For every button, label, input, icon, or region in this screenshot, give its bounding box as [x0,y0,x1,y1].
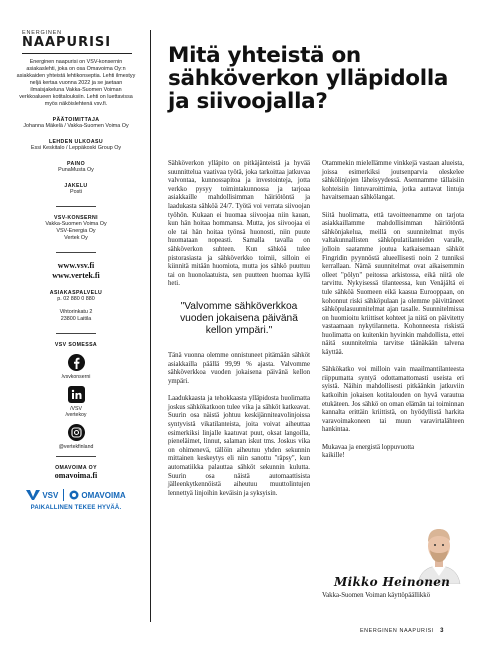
partner-logos [12,489,140,501]
omavoima-link[interactable]: omavoima.fi [54,471,98,480]
article-column-2 [322,160,464,461]
address-line: 23800 Laitila [60,316,92,322]
page-footer [360,628,444,634]
omavoima-logo-text: OMAVOIMA [81,490,126,500]
distribution-heading: JAKELU [64,183,88,189]
closing-greeting: Mukavaa ja energistä loppuvuotta kaikille! [322,443,415,460]
slogan: PAIKALLINEN TEKEE HYVÄÄ. [30,505,122,511]
signature: Mikko Heinonen [334,575,451,589]
page-number: 3 [440,628,444,634]
editor-text: Johanna Mäkelä / Vakka-Suomen Voima Oy [23,123,129,129]
paragraph: Tänä vuonna olemme onnistuneet pitämään sähköt asiakkailla päällä 99,99 % ajasta. Valvomme sähköverkkoa vuoden jokaisena päivänä kellon ympäri. [168,352,310,386]
group-company: Vakka-Suomen Voima Oy [45,221,107,227]
service-phone: p. 02 880 0 880 [57,296,95,302]
instagram-icon[interactable] [68,424,85,441]
group-company: Vertek Oy [64,235,88,241]
vsv-logo-text: VSV [42,490,59,500]
divider [56,333,96,334]
distribution-text: Posti [70,189,82,195]
linkedin-handle[interactable]: /VSV /vertekoy [65,406,87,418]
print-text: PunaMusta Oy [58,167,94,173]
vsv-logo [26,490,58,500]
paragraph: Siitä huolimatta, että tavoitteenamme on tarjota asiakkaillamme mahdollisimman häiriötöntä sähkönjakelua, meillä on suunnitelmat myös valtakunnallisten sähköpulatilanteiden varalle, jolloin saatamme joutua katkaisemaan sähköt Fingridin pyynnöstä alueellisesti noin 2 tunniksi kerrallaan. Nämä suunnitelmat ovat aikaisemmin olleet "pölyn" peitossa arkistossa, eikä niitä ole tarvittu. Nykyisessä tilanteessa, kun Venäjältä ei tule sähköä Suomeen eikä kaasua Eurooppaan, on kohonnut riski sähköpulaan ja olemme päivittäneet sähköpulasuunnitelmat ajan tasalle. Suunnitelmissa on huomioitu kriittiset kohteet ja niitä on päivitetty vastaamaan nykytilannetta. Kohonneesta riskistä huolimatta on kuitenkin hyvinkin mahdollista, ettei näitä suunnitelmia tarvitse täänäkään talvena käyttää. [322,211,464,357]
social-heading: VSV SOMESSA [54,342,98,348]
paragraph: Sähköverkon ylläpito on pitkäjänteistä ja hyvää suunnittelua vaativaa työtä, joka tarkoittaa jatkuvaa valvontaa, kunnossapitoa ja investointeja, jotta verkko pysyy toimintakunnossa ja tarjoaa asiakkaille mahdollisimman häiriötöntä ja laadukasta sähköä 24/7. Työtä voi verrata siivoojan työhön. Kukaan ei huomaa siivoojaa niin kauan, kun hän hoitaa hommansa. Mutta, jos siivoojaa ei ole tai hän hoitaa työnsä huonosti, niin puute huomataan nopeasti. Samalla tavalla on sähköverkon suhteen. Kun sähköä tulee pistorasiasta ja sähköverkko toimii, silloin ei kiinnitä mitään huomiota, mutta jos sähkö puuttuu tai on huonolaatuista, sen puutteen huomaa kyllä heti. [168,160,310,288]
brand-big: NAAPURISI [22,35,112,50]
linkedin-icon[interactable] [68,386,85,403]
service-heading: ASIAKASPALVELU [49,290,103,296]
signature-caption: Vakka-Suomen Voiman käyttöpäällikkö [322,592,431,599]
vsv-link[interactable]: www.vsv.fi [57,261,95,270]
masthead-sidebar [12,30,140,622]
editor-heading: PÄÄTOIMITTAJA [52,117,100,123]
owner-heading: OMAVOIMA OY [55,465,97,471]
print-heading: PAINO [66,161,86,167]
instagram-handle[interactable]: @vertekfinland [58,444,94,450]
omavoima-logo [69,490,125,500]
paragraph: Otammekin mielellämme vinkkejä vastaan alueista, joissa esimerkiksi joutsenparvia oleskelee sähkölinjojen läheisyydessä. Asennamme tällaisiin kohteisiin lintuvaroittimia, jotka auttavat lintuja havaitsemaan sähkölangat. [322,160,464,202]
divider [56,252,96,253]
facebook-icon[interactable] [68,354,85,371]
divider [56,206,96,207]
intro-text: Energinen naapurisi on VSV-konsernin asiakaslehti, joka on osa Omavoima Oy:n asiakkaiden yhteistä lehtikonseptia. Lehti ilmestyy neljä kertaa vuonna 2022 ja se jaetaan ilmaisjakeluna Vakka-Suomen Voiman verkkoalueen kotitalouksiin. Lehti on luettavissa myös näköislehtenä vsv.fi. [16,59,136,107]
paragraph: Laadukkaasta ja tehokkaasta ylläpidosta huolimatta joskus sähkökatkoon tulee vika ja sähköt katkeavat. Suurin osa näistä johtuu keskijänniteavolinjoissa syntyvistä vikatilanteista, joita voivat aiheuttaa esimerkiksi linjalle kaatuvat puut, oksat langoilla, pieneläimet, linnut, salaman iskut tms. Joskus vika on ohimenevä, tällöin aiheutuu yhden sekunnin mittainen keskeytys eli niin sanottu "räpsy", kun automatiikka palauttaa sähköt sekunnin kulutta. Suurin osa näistä automaattisista jälleenkytkennöistä aiheutuu muuttolintujen lennettyä linjoihin keväisin ja syksyisin. [168,395,310,497]
layout-text: Essi Keskitalo / Leppäkoski Group Oy [30,145,122,151]
group-company: VSV-Energia Oy [56,228,96,234]
address-line: Vihtorinkatu 2 [59,309,93,315]
divider [56,456,96,457]
pull-quote: "Valvomme sähköverkkoa vuoden jokaisena päivänä kellon ympäri." [180,300,298,336]
article-column-1 [168,160,310,498]
footer-magazine-name: ENERGINEN NAAPURISI [359,628,434,634]
social-links [12,354,140,450]
brand-small: ENERGINEN [22,30,62,36]
layout-heading: LEHDEN ULKOASU [48,139,104,145]
article-title: Mitä yhteistä on sähköverkon ylläpidolla ja siivoojalla? [168,43,449,114]
facebook-handle[interactable]: /vsvkonserni [61,374,91,380]
brand-underline [22,53,132,54]
vertek-link[interactable]: www.vertek.fi [52,271,100,280]
column-divider [150,30,151,622]
paragraph: Sähkökatko voi milloin vain maailmantilanteesta riippumatta syntyä odottamattomasti useista eri syistä. Näihin mahdollisesti pitkäänkin jatkuviin katkoihin jokaisen kotitalouden on hyvä varautua etukäteen. Jos sähkö on oman elämän tai toiminnan kannalta erittäin kriittistä, on hyödyllistä harkita varavoimakoneen tai muun varavirtalähteen hankintaa. [322,366,464,434]
group-heading: VSV-KONSERNI [53,215,98,221]
